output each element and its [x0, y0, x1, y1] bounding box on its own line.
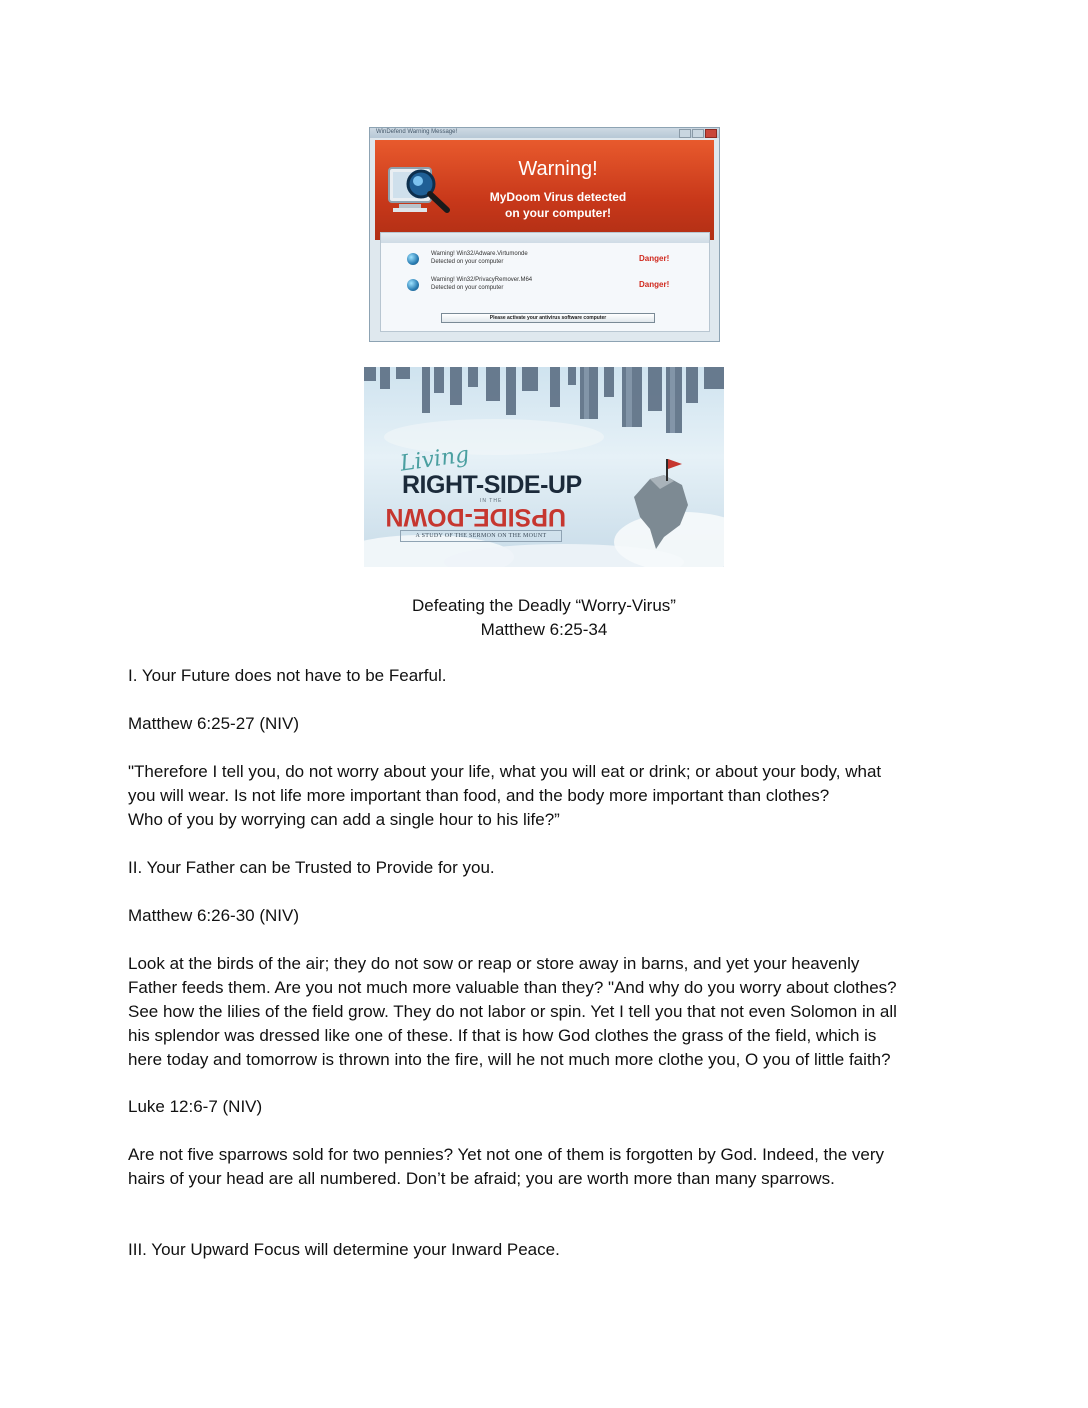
scripture-ref-three: Luke 12:6-7 (NIV) [128, 1097, 263, 1116]
close-icon [705, 129, 717, 138]
minimize-icon [679, 129, 691, 138]
threat-detail: Detected on your computer [431, 259, 504, 265]
cover-subtitle: A STUDY OF THE SERMON ON THE MOUNT [400, 530, 562, 542]
dialog-title: WinDefend Warning Message! [376, 129, 458, 135]
passage-line: here today and tomorrow is thrown into the fire, will he not much more clothe you, O you of little faith? [128, 1050, 891, 1069]
maximize-icon [692, 129, 704, 138]
threat-status: Danger! [639, 254, 670, 263]
passage-line: his splendor was dressed like one of these. If that is how God clothes the grass of the field, which is [128, 1026, 877, 1045]
threat-panel [380, 232, 710, 332]
passage-line: See how the lilies of the field grow. They do not labor or spin. Yet I tell you that not even Solomon in all [128, 1002, 897, 1021]
window-controls [679, 129, 717, 138]
passage-line: hairs of your head are all numbered. Don’t be afraid; you are worth more than many sparrows. [128, 1169, 835, 1188]
scripture-ref-one: Matthew 6:25-27 (NIV) [128, 714, 300, 733]
activate-antivirus-button: Please activate your antivirus software computer [441, 313, 655, 323]
threat-detail: Detected on your computer [431, 285, 504, 291]
threat-name: Warning! Win32/Adware.Virtumonde [431, 251, 528, 257]
sermon-reference: Matthew 6:25-34 [480, 620, 608, 639]
passage-line: Father feeds them. Are you not much more valuable than they? "And why do you worry about clothes? [128, 978, 897, 997]
passage-line: "Therefore I tell you, do not worry about your life, what you will eat or drink; or about your body, what [128, 762, 882, 781]
cover-title-line1: RIGHT-SIDE-UP [402, 471, 582, 499]
virus-warning-image [369, 127, 720, 342]
threat-panel-header [381, 233, 709, 243]
sermon-series-cover-image [364, 367, 724, 567]
threat-row [407, 251, 707, 275]
warning-heading: Warning! [518, 158, 598, 180]
sermon-title: Defeating the Deadly “Worry-Virus” [412, 596, 676, 615]
warning-banner [375, 140, 714, 240]
cover-title-line2: UPSIDE-DOWN [385, 503, 566, 531]
point-one: I. Your Future does not have to be Fearful. [128, 666, 447, 685]
globe-icon [407, 253, 419, 265]
threat-status: Danger! [639, 280, 670, 289]
cover-in-the: IN THE [480, 498, 503, 504]
warning-subheading-line1: MyDoom Virus detected [489, 190, 627, 204]
threat-row [407, 277, 707, 301]
dialog-titlebar [370, 128, 719, 138]
passage-line: you will wear. Is not life more important than food, and the body more important than clothes? [128, 786, 830, 805]
monitor-magnifier-icon [385, 162, 465, 222]
warning-subheading-line2: on your computer! [504, 206, 611, 220]
threat-name: Warning! Win32/PrivacyRemover.M64 [431, 277, 533, 283]
point-three: III. Your Upward Focus will determine your Inward Peace. [128, 1240, 560, 1259]
warning-subheading [463, 189, 653, 221]
globe-icon [407, 279, 419, 291]
cover-script-word: Living [398, 442, 471, 477]
scripture-ref-two: Matthew 6:26-30 (NIV) [128, 906, 300, 925]
passage-line: Look at the birds of the air; they do not sow or reap or store away in barns, and yet your heavenly [128, 954, 860, 973]
passage-line: Are not five sparrows sold for two pennies? Yet not one of them is forgotten by God. Indeed, the very [128, 1145, 885, 1164]
point-two: II. Your Father can be Trusted to Provide for you. [128, 858, 495, 877]
passage-line: Who of you by worrying can add a single hour to his life?” [128, 810, 560, 829]
